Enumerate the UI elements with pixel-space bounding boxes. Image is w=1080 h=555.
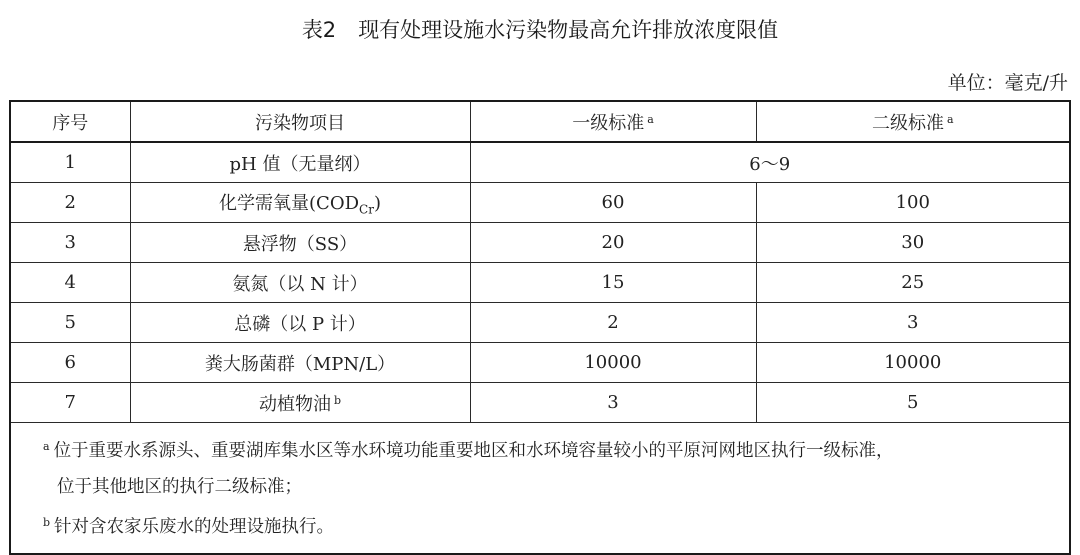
table-row	[10, 343, 1070, 383]
unit-label: 单位：毫克/升	[947, 72, 1068, 94]
cell-grade2: 3	[756, 303, 1070, 343]
header-row	[10, 101, 1070, 142]
cell-grade1: 2	[470, 303, 756, 343]
cell-grade2: 100	[756, 183, 1070, 223]
cell-grade2: 10000	[756, 343, 1070, 383]
table-row	[10, 383, 1070, 423]
limits-table	[9, 100, 1071, 555]
table-row	[10, 183, 1070, 223]
footnote-a-cont: 位于其他地区的执行二级标准；	[57, 477, 302, 497]
cell-grade2: 25	[756, 263, 1070, 303]
cell-grade1: 15	[470, 263, 756, 303]
table-number: 表2	[301, 18, 337, 42]
header-no: 序号	[10, 101, 130, 142]
cell-no: 3	[10, 223, 130, 263]
cell-grade2: 5	[756, 383, 1070, 423]
footnote-b: $^b$ 针对含农家乐废水的处理设施执行。	[43, 516, 335, 537]
cell-grade1: 20	[470, 223, 756, 263]
cell-grade1: 3	[470, 383, 756, 423]
header-item: 污染物项目	[130, 101, 470, 142]
cell-item: pH 值（无量纲）	[130, 142, 470, 183]
cell-item: 动植物油 $^b$	[130, 383, 470, 423]
table-title	[0, 14, 1080, 44]
cell-grade2: 30	[756, 223, 1070, 263]
cell-no: 5	[10, 303, 130, 343]
footnotes	[10, 423, 1070, 555]
cell-no: 4	[10, 263, 130, 303]
cell-item: 悬浮物（SS）	[130, 223, 470, 263]
cell-grade1: 10000	[470, 343, 756, 383]
table-row	[10, 142, 1070, 183]
header-grade2: 二级标准 $^a$	[756, 101, 1070, 142]
footnote-a: $^a$ 位于重要水系源头、重要湖库集水区等水环境功能重要地区和水环境容量较小的平原河网地区执行一级标准，	[43, 440, 894, 461]
cell-no: 2	[10, 183, 130, 223]
table-row	[10, 223, 1070, 263]
header-grade1: 一级标准 $^a$	[470, 101, 756, 142]
notes-row	[10, 423, 1070, 555]
cell-no: 1	[10, 142, 130, 183]
cell-no: 7	[10, 383, 130, 423]
cell-no: 6	[10, 343, 130, 383]
cell-item: 化学需氧量$(COD_{Cr})$	[130, 183, 470, 223]
cell-item: 粪大肠菌群（MPN/L）	[130, 343, 470, 383]
cell-grade1: 60	[470, 183, 756, 223]
cell-item: 氨氮（以 N 计）	[130, 263, 470, 303]
cell-merged-value: 6～9	[470, 142, 1070, 183]
cell-item: 总磷（以 P 计）	[130, 303, 470, 343]
table-row	[10, 263, 1070, 303]
table-caption: 现有处理设施水污染物最高允许排放浓度限值	[358, 18, 779, 42]
table-row	[10, 303, 1070, 343]
